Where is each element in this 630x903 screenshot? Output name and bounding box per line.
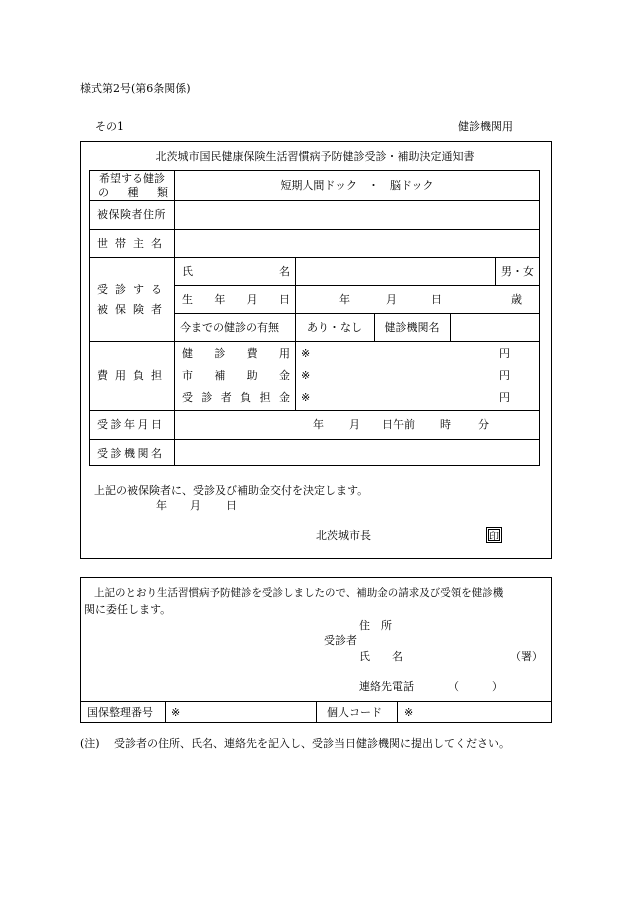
decision-text: 上記の被保険者に、受診及び補助金交付を決定します。 (94, 484, 369, 497)
age-suffix: 歳 (511, 293, 522, 306)
decision-year: 年 (156, 499, 167, 512)
examinee-label: 受診者 (324, 634, 357, 647)
dob-day[interactable]: 日 (431, 293, 442, 306)
exam-history-value[interactable]: あり・なし (307, 321, 362, 334)
mayor-label: 北茨城市長 (316, 529, 371, 542)
household-head-field[interactable] (176, 231, 538, 255)
examinee-name-label: 氏 名 (359, 650, 403, 663)
gender-select[interactable]: 男・女 (501, 265, 534, 278)
exam-date-year[interactable]: 年 (313, 418, 324, 431)
insured-label-1: 受診する (97, 283, 169, 296)
delegation-text-2: 関に委任します。 (84, 603, 172, 616)
insurance-number-label: 国保整理番号 (87, 706, 153, 719)
cost-mark-1: ※ (301, 347, 311, 360)
cost-unit-3: 円 (499, 391, 510, 404)
prev-clinic-field[interactable] (452, 315, 538, 339)
clinic-name-label: 受診機関名 (97, 447, 165, 460)
cost-mark-3: ※ (301, 391, 311, 404)
cost-row-exam-fee: 健 診 費 用 (182, 347, 290, 360)
exam-date-month[interactable]: 月 (349, 418, 360, 431)
household-head-label: 世帯主名 (97, 237, 169, 250)
exam-date-hour[interactable]: 時 (440, 418, 451, 431)
dob-label: 生 年 月 日 (182, 293, 290, 306)
exam-date-label: 受診年月日 (97, 418, 165, 431)
cost-unit-2: 円 (499, 369, 510, 382)
dob-month[interactable]: 月 (386, 293, 397, 306)
personal-code-mark: ※ (404, 706, 414, 719)
form-number: 様式第2号(第6条関係) (80, 82, 191, 95)
name-label: 氏 名 (182, 265, 290, 278)
exam-type-label-1: 希望する健診 (99, 172, 165, 185)
delegation-text-1: 上記のとおり生活習慣病予防健診を受診しましたので、補助金の請求及び受領を健診機 (94, 587, 504, 599)
copy-for-label: 健診機関用 (458, 120, 513, 133)
part-label: その1 (95, 120, 124, 133)
insured-label-2: 被保険者 (97, 303, 169, 316)
notice-title: 北茨城市国民健康保険生活習慣病予防健診受診・補助決定通知書 (155, 150, 475, 163)
decision-month: 月 (190, 499, 201, 512)
exam-history-label: 今までの健診の有無 (180, 321, 279, 334)
personal-code-label: 個人コード (327, 706, 382, 719)
insurance-number-mark: ※ (171, 706, 181, 719)
examinee-address-label: 住 所 (359, 619, 392, 632)
name-field[interactable] (297, 259, 493, 283)
signature-mark: （署） (510, 650, 543, 663)
footnote-prefix: (注) (80, 737, 100, 750)
clinic-name-field[interactable] (176, 441, 538, 464)
cost-unit-1: 円 (499, 347, 510, 360)
exam-date-minute[interactable]: 分 (478, 418, 489, 431)
prev-clinic-label: 健診機関名 (384, 321, 440, 334)
insured-address-field[interactable] (176, 202, 538, 227)
cost-row-self-pay: 受 診 者 負 担 金 (182, 391, 290, 404)
insured-address-label: 被保険者住所 (97, 208, 166, 221)
seal-stamp: 印 (486, 527, 502, 543)
footnote-text: 受診者の住所、氏名、連絡先を記入し、受診当日健診機関に提出してください。 (114, 737, 510, 750)
cost-mark-2: ※ (301, 369, 311, 382)
contact-phone-field[interactable]: （ ） (448, 680, 503, 693)
decision-day: 日 (226, 499, 237, 512)
exam-type-label-2: の 種 類 (98, 186, 168, 199)
exam-date-day-am[interactable]: 日午前 (382, 418, 415, 431)
dob-year[interactable]: 年 (339, 293, 350, 306)
cost-label: 費用負担 (97, 369, 169, 382)
exam-type-value[interactable]: 短期人間ドック ・ 脳ドック (280, 179, 434, 192)
cost-row-city-subsidy: 市 補 助 金 (182, 369, 290, 382)
contact-phone-label: 連絡先電話 (359, 680, 414, 693)
